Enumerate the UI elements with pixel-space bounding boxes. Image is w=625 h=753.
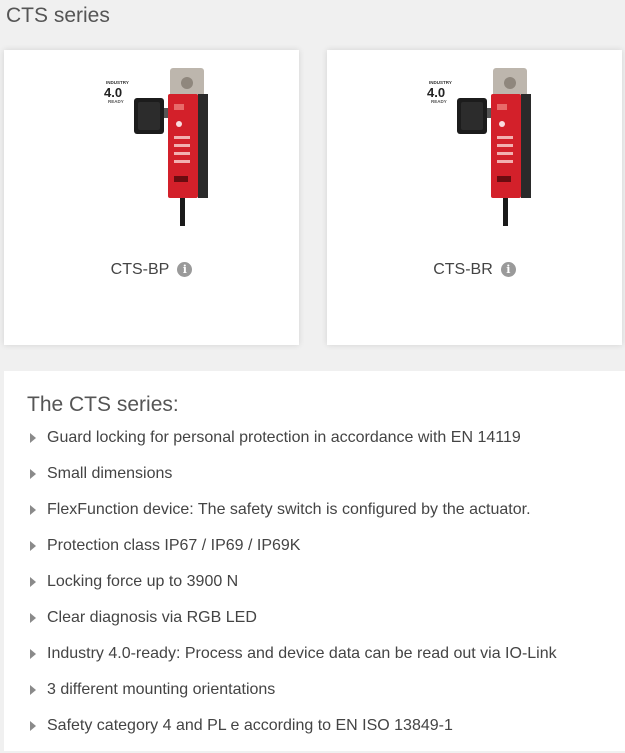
feature-item: Protection class IP67 / IP69 / IP69K: [30, 537, 557, 573]
svg-text:4.0: 4.0: [104, 85, 123, 100]
bullet-arrow-icon: [30, 541, 36, 551]
svg-text:INDUSTRY: INDUSTRY: [429, 80, 452, 85]
product-image: [92, 64, 216, 244]
product-name[interactable]: CTS-BR: [433, 261, 493, 278]
product-image: [415, 64, 539, 244]
industry-4-badge: [427, 80, 452, 104]
feature-item: Clear diagnosis via RGB LED: [30, 609, 557, 645]
product-name[interactable]: CTS-BP: [110, 261, 170, 278]
svg-text:READY: READY: [108, 99, 124, 104]
series-description: [4, 371, 625, 751]
info-icon[interactable]: i: [501, 262, 516, 277]
feature-item: Locking force up to 3900 N: [30, 573, 557, 609]
product-label[interactable]: [327, 261, 622, 279]
feature-item: Industry 4.0-ready: Process and device data can be read out via IO-Link: [30, 645, 557, 681]
page-title: CTS series: [6, 4, 110, 27]
feature-item: Small dimensions: [30, 465, 557, 501]
bullet-arrow-icon: [30, 505, 36, 515]
bullet-arrow-icon: [30, 721, 36, 731]
bullet-arrow-icon: [30, 649, 36, 659]
feature-item: 3 different mounting orientations: [30, 681, 557, 717]
industry-4-badge: [104, 80, 129, 104]
bullet-arrow-icon: [30, 433, 36, 443]
bullet-arrow-icon: [30, 613, 36, 623]
svg-text:INDUSTRY: INDUSTRY: [106, 80, 129, 85]
info-icon[interactable]: i: [177, 262, 192, 277]
product-card-cts-br[interactable]: [327, 50, 622, 345]
feature-list: [30, 429, 557, 753]
description-heading: The CTS series:: [27, 393, 179, 416]
feature-item: FlexFunction device: The safety switch is configured by the actuator.: [30, 501, 557, 537]
bullet-arrow-icon: [30, 577, 36, 587]
feature-item: Guard locking for personal protection in accordance with EN 14119: [30, 429, 557, 465]
feature-item: Safety category 4 and PL e according to EN ISO 13849-1: [30, 717, 557, 753]
product-card-cts-bp[interactable]: [4, 50, 299, 345]
product-label[interactable]: [4, 261, 299, 279]
svg-text:4.0: 4.0: [427, 85, 446, 100]
bullet-arrow-icon: [30, 685, 36, 695]
bullet-arrow-icon: [30, 469, 36, 479]
svg-text:READY: READY: [431, 99, 447, 104]
